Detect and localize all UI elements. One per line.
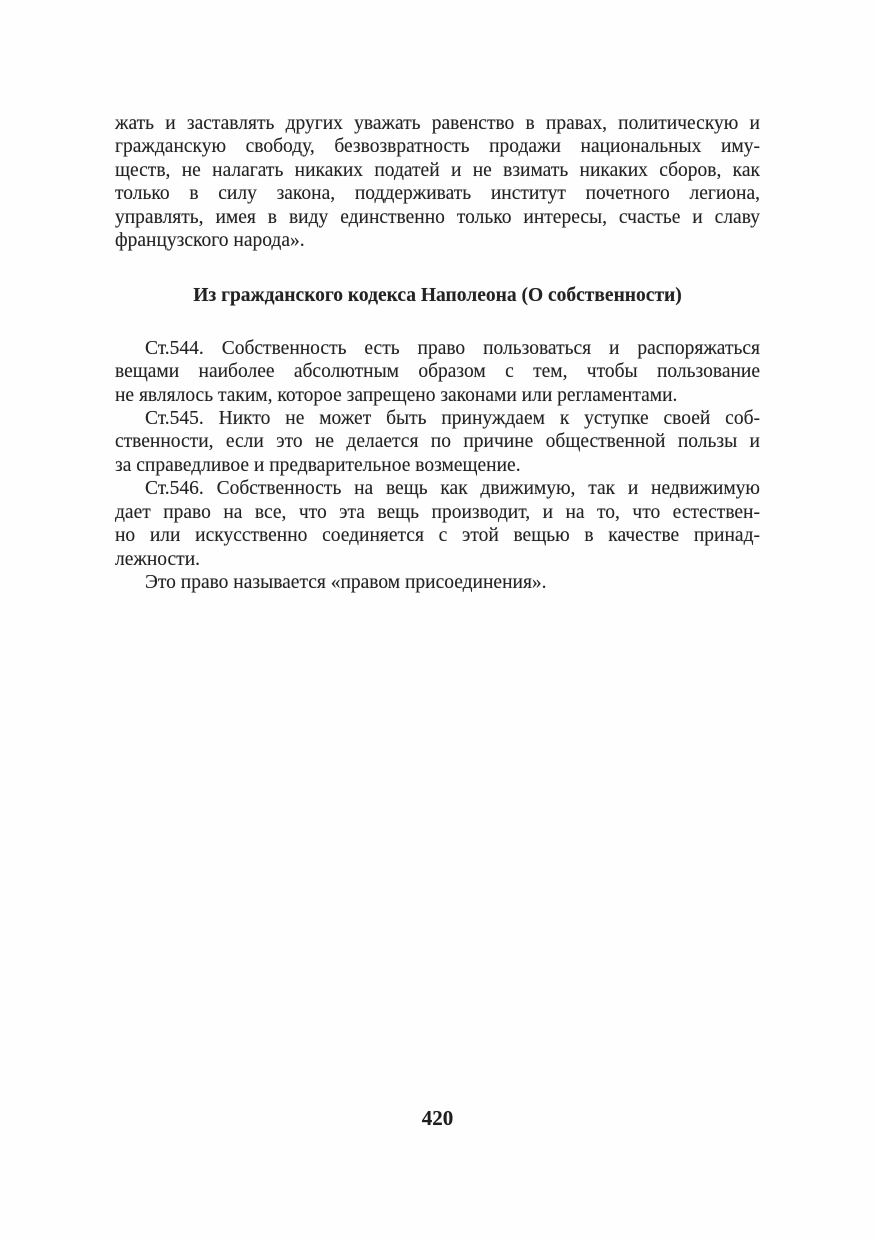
text-line: вещами наиболее абсолютным образом с тем, чтобы пользование: [115, 361, 760, 383]
text-line: ществ, не налагать никаких податей и не взимать никаких сборов, как: [115, 159, 760, 181]
article-544: [115, 337, 760, 407]
text-line: за справедливое и предварительное возмещение.: [115, 454, 521, 476]
text-line: только в силу закона, поддерживать институт почетного легиона,: [115, 183, 760, 205]
body-text: [115, 112, 760, 594]
text-line: французского народа».: [115, 230, 305, 252]
text-line: ственности, если это не делается по причине общественной пользы и: [115, 431, 760, 453]
closing-paragraph: [115, 571, 760, 594]
text-line: жать и заставлять других уважать равенство в правах, политическую и: [115, 113, 760, 134]
text-line: дает право на все, что эта вещь производит, и на то, что естествен-: [115, 501, 760, 523]
text-line: гражданскую свободу, безвозвратность продажи национальных иму-: [115, 136, 760, 158]
article-545: [115, 407, 760, 477]
text-line: Ст.544. Собственность есть право пользоваться и распоряжаться: [145, 337, 760, 359]
text-line: Ст.546. Собственность на вещь как движимую, так и недвижимую: [145, 478, 760, 500]
page-number: 420: [421, 1106, 454, 1130]
text-line: Это право называется «правом присоединения».: [145, 571, 547, 593]
text-line: управлять, имея в виду единственно только интересы, счастье и славу: [115, 206, 760, 228]
text-line: но или искусственно соединяется с этой вещью в качестве принад-: [115, 525, 760, 547]
section-heading: Из гражданского кодекса Наполеона (О собственности): [193, 285, 682, 307]
text-line: не являлось таким, которое запрещено законами или регламентами.: [115, 384, 678, 406]
paragraph-continuation: [115, 112, 760, 252]
article-546: [115, 477, 760, 571]
text-line: Ст.545. Никто не может быть принуждаем к уступке своей соб-: [145, 408, 760, 430]
text-line: лежности.: [115, 548, 201, 570]
